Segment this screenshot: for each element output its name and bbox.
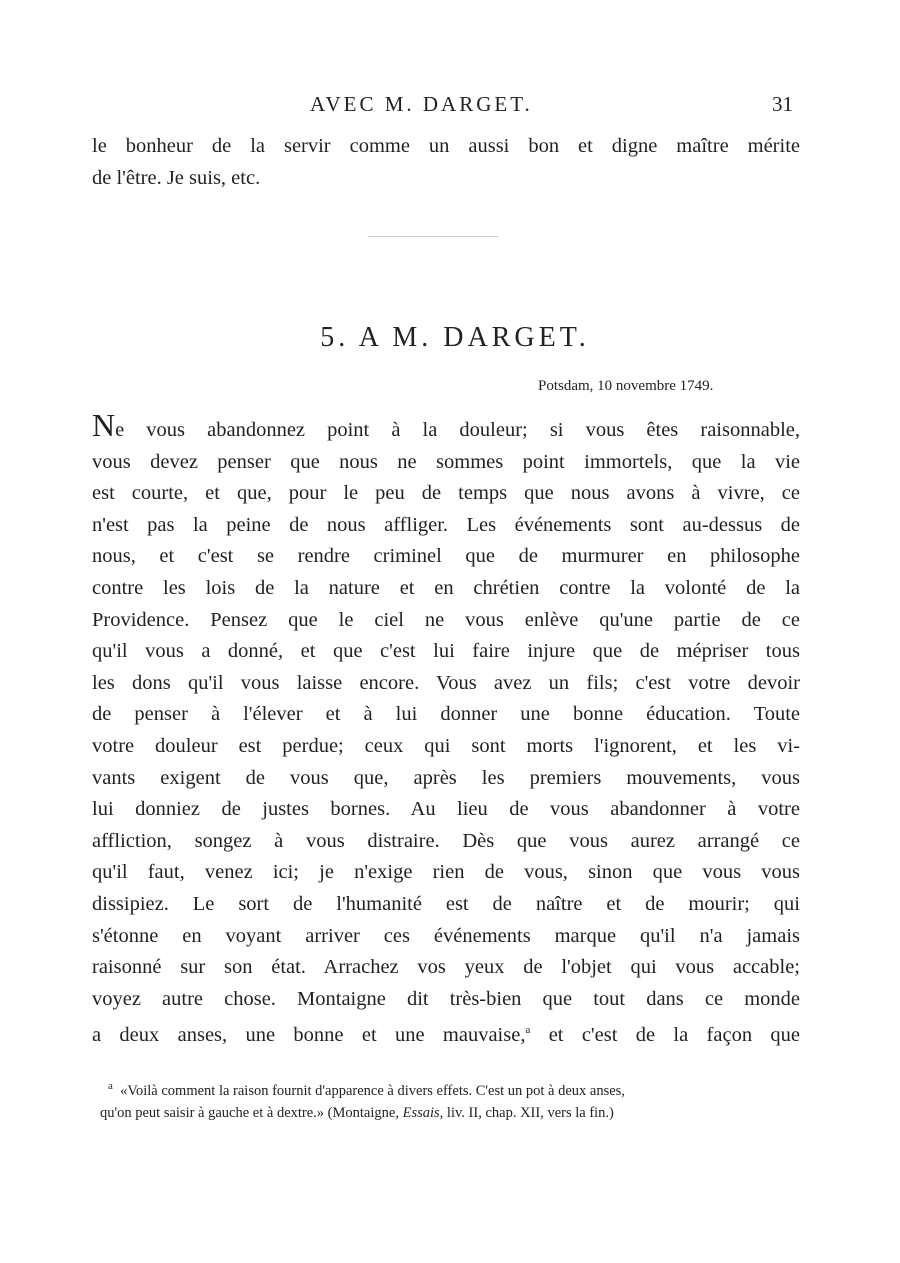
- text-line: vous devez penser que nous ne sommes point immortels, que la vie: [92, 450, 800, 473]
- footnote-line: [100, 1102, 808, 1124]
- text-line: votre douleur est perdue; ceux qui sont morts l'ignorent, et les vi-: [92, 734, 800, 757]
- drop-cap: N: [92, 407, 116, 443]
- footnote-ref: a: [525, 1024, 531, 1037]
- running-title: AVEC M. DARGET.: [310, 92, 533, 116]
- footnote-line: [108, 1075, 808, 1102]
- text-line: voyez autre chose. Montaigne dit très-bien que tout dans ce monde: [92, 987, 800, 1010]
- section-divider: [368, 236, 498, 237]
- first-line-text: e vous abandonnez point à la douleur; si vous êtes raisonnable,: [115, 419, 800, 441]
- text-line: n'est pas la peine de nous affliger. Les événements sont au-dessus de: [92, 513, 800, 536]
- text-line: de l'être. Je suis, etc.: [92, 166, 261, 189]
- text-line: les dons qu'il vous laisse encore. Vous avez un fils; c'est votre devoir: [92, 671, 800, 694]
- text-line: vants exigent de vous que, après les premiers mouvements, vous: [92, 766, 800, 789]
- text-line: contre les lois de la nature et en chrétien contre la volonté de la: [92, 576, 800, 599]
- footnote-text: qu'on peut saisir à gauche et à dextre.» (Montaigne,: [100, 1104, 403, 1121]
- text-line: nous, et c'est se rendre criminel que de murmurer en philosophe: [92, 545, 800, 568]
- text-segment: a deux anses, une bonne et une mauvaise,: [92, 1024, 526, 1047]
- text-line: lui donniez de justes bornes. Au lieu de vous abandonner à votre: [92, 798, 800, 821]
- text-line: [92, 407, 800, 447]
- text-line: affliction, songez à vous distraire. Dès que vous aurez arrangé ce: [92, 829, 800, 852]
- letter-heading: 5. A M. DARGET.: [320, 322, 590, 353]
- page-number: 31: [772, 92, 793, 116]
- footnote-mark: a: [108, 1080, 113, 1092]
- footnotes: [100, 1075, 808, 1124]
- text-line: de penser à l'élever et à lui donner une bonne éducation. Toute: [92, 703, 800, 726]
- footnote-text: , liv. II, chap. XII, vers la fin.): [439, 1104, 614, 1121]
- text-line: s'étonne en voyant arriver ces événements marque qu'il n'a jamais: [92, 924, 800, 947]
- continued-text: [92, 131, 800, 194]
- text-line: le bonheur de la servir comme un aussi bon et digne maître mérite: [92, 135, 800, 157]
- footnote-text: «Voilà comment la raison fournit d'apparence à divers effets. C'est un pot à deux anses,: [120, 1082, 625, 1099]
- text-segment: et c'est de la façon que: [530, 1024, 800, 1047]
- text-line: [92, 1015, 800, 1047]
- letter-body: [92, 407, 800, 1047]
- text-line: est courte, et que, pour le peu de temps que nous avons à vivre, ce: [92, 482, 800, 505]
- text-line: raisonné sur son état. Arrachez vos yeux de l'objet qui vous accable;: [92, 956, 800, 979]
- text-line: qu'il vous a donné, et que c'est lui faire injure que de mépriser tous: [92, 640, 800, 663]
- dateline: Potsdam, 10 novembre 1749.: [538, 378, 714, 394]
- footnote-title: Essais: [402, 1104, 440, 1121]
- text-line: Providence. Pensez que le ciel ne vous enlève qu'une partie de ce: [92, 608, 800, 631]
- running-header: [0, 92, 900, 122]
- text-line: dissipiez. Le sort de l'humanité est de naître et de mourir; qui: [92, 892, 800, 915]
- text-line: qu'il faut, venez ici; je n'exige rien de vous, sinon que vous vous: [92, 861, 800, 884]
